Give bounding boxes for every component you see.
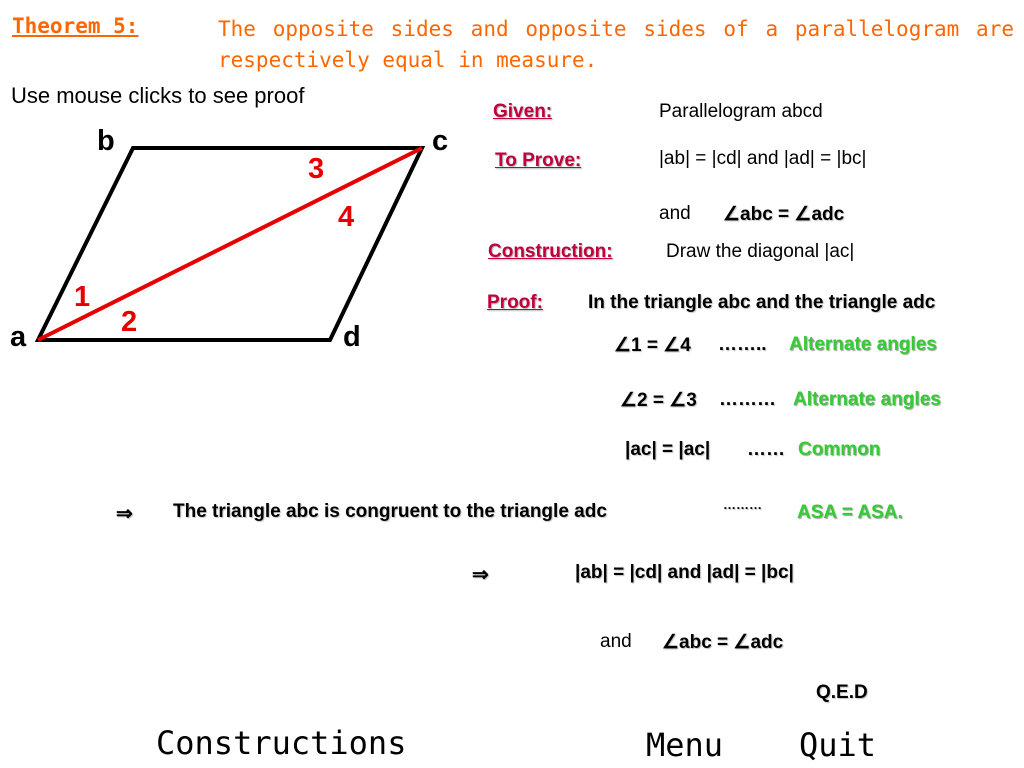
implies-arrow-2: ⇒ — [472, 564, 489, 586]
given-label: Given: — [493, 101, 553, 122]
diagonal-ac — [38, 148, 422, 340]
vertex-b-label: b — [97, 125, 115, 157]
result-sides: |ab| = |cd| and |ad| = |bc| — [575, 562, 794, 583]
proof-label: Proof: — [487, 292, 543, 313]
result-angle: ∠abc = ∠adc — [662, 632, 784, 653]
proof-step-1-dots: …….. — [718, 334, 767, 355]
proof-step-1-reason: Alternate angles — [789, 334, 937, 355]
proof-step-2-reason: Alternate angles — [793, 389, 941, 410]
quit-link[interactable]: Quit — [799, 726, 877, 764]
construction-label: Construction: — [488, 241, 613, 262]
to-prove-and: and — [659, 203, 691, 224]
menu-link[interactable]: Menu — [646, 726, 724, 764]
proof-step-2-dots: ……… — [719, 389, 776, 410]
implies-arrow-1: ⇒ — [116, 503, 133, 525]
qed: Q.E.D — [816, 682, 868, 703]
to-prove-text: |ab| = |cd| and |ad| = |bc| — [659, 148, 867, 169]
vertex-a-label: a — [10, 321, 27, 353]
mouse-click-hint: Use mouse clicks to see proof — [11, 83, 305, 108]
to-prove-angle: ∠abc = ∠adc — [723, 204, 845, 225]
proof-step-2: ∠2 = ∠3 — [620, 390, 697, 411]
congruent-statement: The triangle abc is congruent to the triangle adc — [173, 501, 607, 522]
result-and: and — [600, 631, 632, 652]
congruent-dots: ……… — [723, 497, 762, 512]
construction-text: Draw the diagonal |ac| — [666, 241, 855, 262]
vertex-c-label: c — [432, 125, 449, 157]
proof-step-3-reason: Common — [798, 439, 881, 460]
parallelogram-figure — [0, 0, 470, 370]
proof-step-3-dots: …… — [747, 439, 785, 460]
congruent-reason: ASA = ASA. — [797, 502, 903, 523]
theorem-statement: The opposite sides and opposite sides of a parallelogram are respectively equal in measure. — [218, 17, 1014, 72]
proof-step-1: ∠1 = ∠4 — [614, 335, 691, 356]
vertex-d-label: d — [343, 321, 361, 353]
angle-4-label: 4 — [338, 201, 355, 233]
given-text: Parallelogram abcd — [659, 101, 823, 122]
angle-3-label: 3 — [308, 153, 325, 185]
angle-1-label: 1 — [74, 281, 91, 313]
theorem-label: Theorem 5: — [12, 14, 139, 38]
constructions-link[interactable]: Constructions — [156, 724, 407, 762]
proof-intro: In the triangle abc and the triangle adc — [588, 292, 936, 313]
angle-2-label: 2 — [121, 306, 138, 338]
to-prove-label: To Prove: — [495, 150, 582, 171]
proof-step-3: |ac| = |ac| — [625, 439, 711, 460]
